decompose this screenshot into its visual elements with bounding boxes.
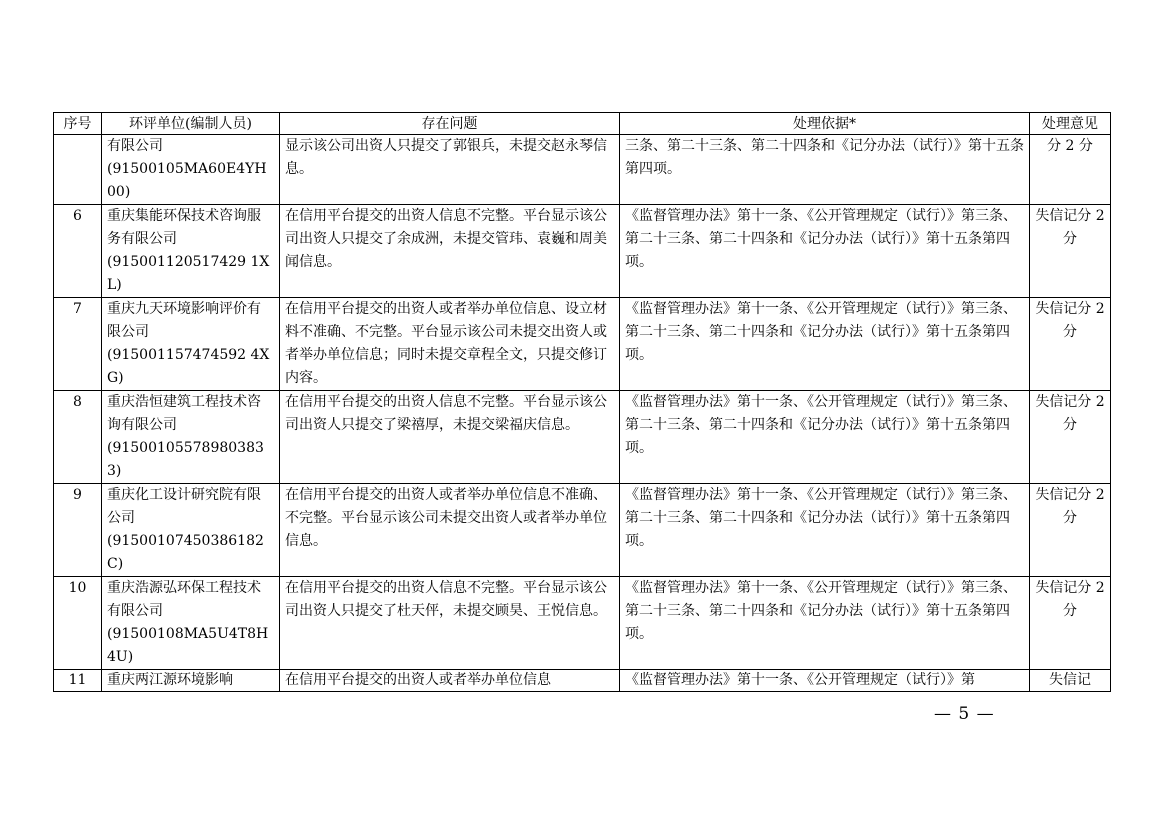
row-serial-number: 10 <box>54 577 102 670</box>
row-unit: 重庆两江源环境影响 <box>102 670 280 692</box>
row-serial-number: 8 <box>54 391 102 484</box>
row-opinion: 失信记分 2 分 <box>1030 484 1111 577</box>
row-opinion: 失信记分 2 分 <box>1030 577 1111 670</box>
header-opinion: 处理意见 <box>1030 113 1111 135</box>
row-unit: 重庆浩恒建筑工程技术咨询有限公司 (915001055789803833) <box>102 391 280 484</box>
row-basis: 三条、第二十三条、第二十四条和《记分办法（试行）》第十五条第四项。 <box>620 135 1030 205</box>
row-basis: 《监督管理办法》第十一条、《公开管理规定（试行）》第三条、第二十三条、第二十四条和《记分办法（试行）》第十五条第四项。 <box>620 391 1030 484</box>
penalty-table <box>53 112 1111 692</box>
row-serial-number: 11 <box>54 670 102 692</box>
table-row <box>54 391 1111 484</box>
row-opinion: 失信记分 2 分 <box>1030 205 1111 298</box>
row-basis: 《监督管理办法》第十一条、《公开管理规定（试行）》第 <box>620 670 1030 692</box>
row-serial-number: 9 <box>54 484 102 577</box>
header-unit: 环评单位(编制人员) <box>102 113 280 135</box>
row-unit: 重庆化工设计研究院有限公司 (91500107450386182C) <box>102 484 280 577</box>
row-issue: 在信用平台提交的出资人或者举办单位信息 <box>280 670 620 692</box>
row-unit: 重庆浩源弘环保工程技术有限公司 (91500108MA5U4T8H4U) <box>102 577 280 670</box>
row-opinion: 失信记 <box>1030 670 1111 692</box>
table-row <box>54 670 1111 692</box>
row-issue: 显示该公司出资人只提交了郭银兵，未提交赵永琴信息。 <box>280 135 620 205</box>
row-basis: 《监督管理办法》第十一条、《公开管理规定（试行）》第三条、第二十三条、第二十四条和《记分办法（试行）》第十五条第四项。 <box>620 205 1030 298</box>
row-issue: 在信用平台提交的出资人信息不完整。平台显示该公司出资人只提交了余成洲，未提交管玮、袁巍和周美闻信息。 <box>280 205 620 298</box>
header-basis: 处理依据* <box>620 113 1030 135</box>
row-issue: 在信用平台提交的出资人信息不完整。平台显示该公司出资人只提交了杜天伻，未提交顾昊、王悦信息。 <box>280 577 620 670</box>
row-unit: 重庆集能环保技术咨询服务有限公司 (915001120517429 1XL) <box>102 205 280 298</box>
row-serial-number: 6 <box>54 205 102 298</box>
row-issue: 在信用平台提交的出资人或者举办单位信息、设立材料不准确、不完整。平台显示该公司未提交出资人或者举办单位信息；同时未提交章程全文，只提交修订内容。 <box>280 298 620 391</box>
row-opinion: 分 2 分 <box>1030 135 1111 205</box>
table-row <box>54 577 1111 670</box>
page-number: — 5 — <box>934 704 995 724</box>
header-serial-number: 序号 <box>54 113 102 135</box>
row-opinion: 失信记分 2 分 <box>1030 391 1111 484</box>
row-serial-number <box>54 135 102 205</box>
table-row <box>54 298 1111 391</box>
row-opinion: 失信记分 2 分 <box>1030 298 1111 391</box>
row-basis: 《监督管理办法》第十一条、《公开管理规定（试行）》第三条、第二十三条、第二十四条和《记分办法（试行）》第十五条第四项。 <box>620 484 1030 577</box>
row-basis: 《监督管理办法》第十一条、《公开管理规定（试行）》第三条、第二十三条、第二十四条和《记分办法（试行）》第十五条第四项。 <box>620 577 1030 670</box>
row-unit: 有限公司 (91500105MA60E4YH00) <box>102 135 280 205</box>
table-header-row <box>54 113 1111 135</box>
row-basis: 《监督管理办法》第十一条、《公开管理规定（试行）》第三条、第二十三条、第二十四条和《记分办法（试行）》第十五条第四项。 <box>620 298 1030 391</box>
table-row <box>54 205 1111 298</box>
table-row <box>54 484 1111 577</box>
row-unit: 重庆九天环境影响评价有限公司 (915001157474592 4XG) <box>102 298 280 391</box>
row-serial-number: 7 <box>54 298 102 391</box>
row-issue: 在信用平台提交的出资人信息不完整。平台显示该公司出资人只提交了梁禧厚，未提交梁福庆信息。 <box>280 391 620 484</box>
header-issue: 存在问题 <box>280 113 620 135</box>
row-issue: 在信用平台提交的出资人或者举办单位信息不准确、不完整。平台显示该公司未提交出资人或者举办单位信息。 <box>280 484 620 577</box>
table-row <box>54 135 1111 205</box>
